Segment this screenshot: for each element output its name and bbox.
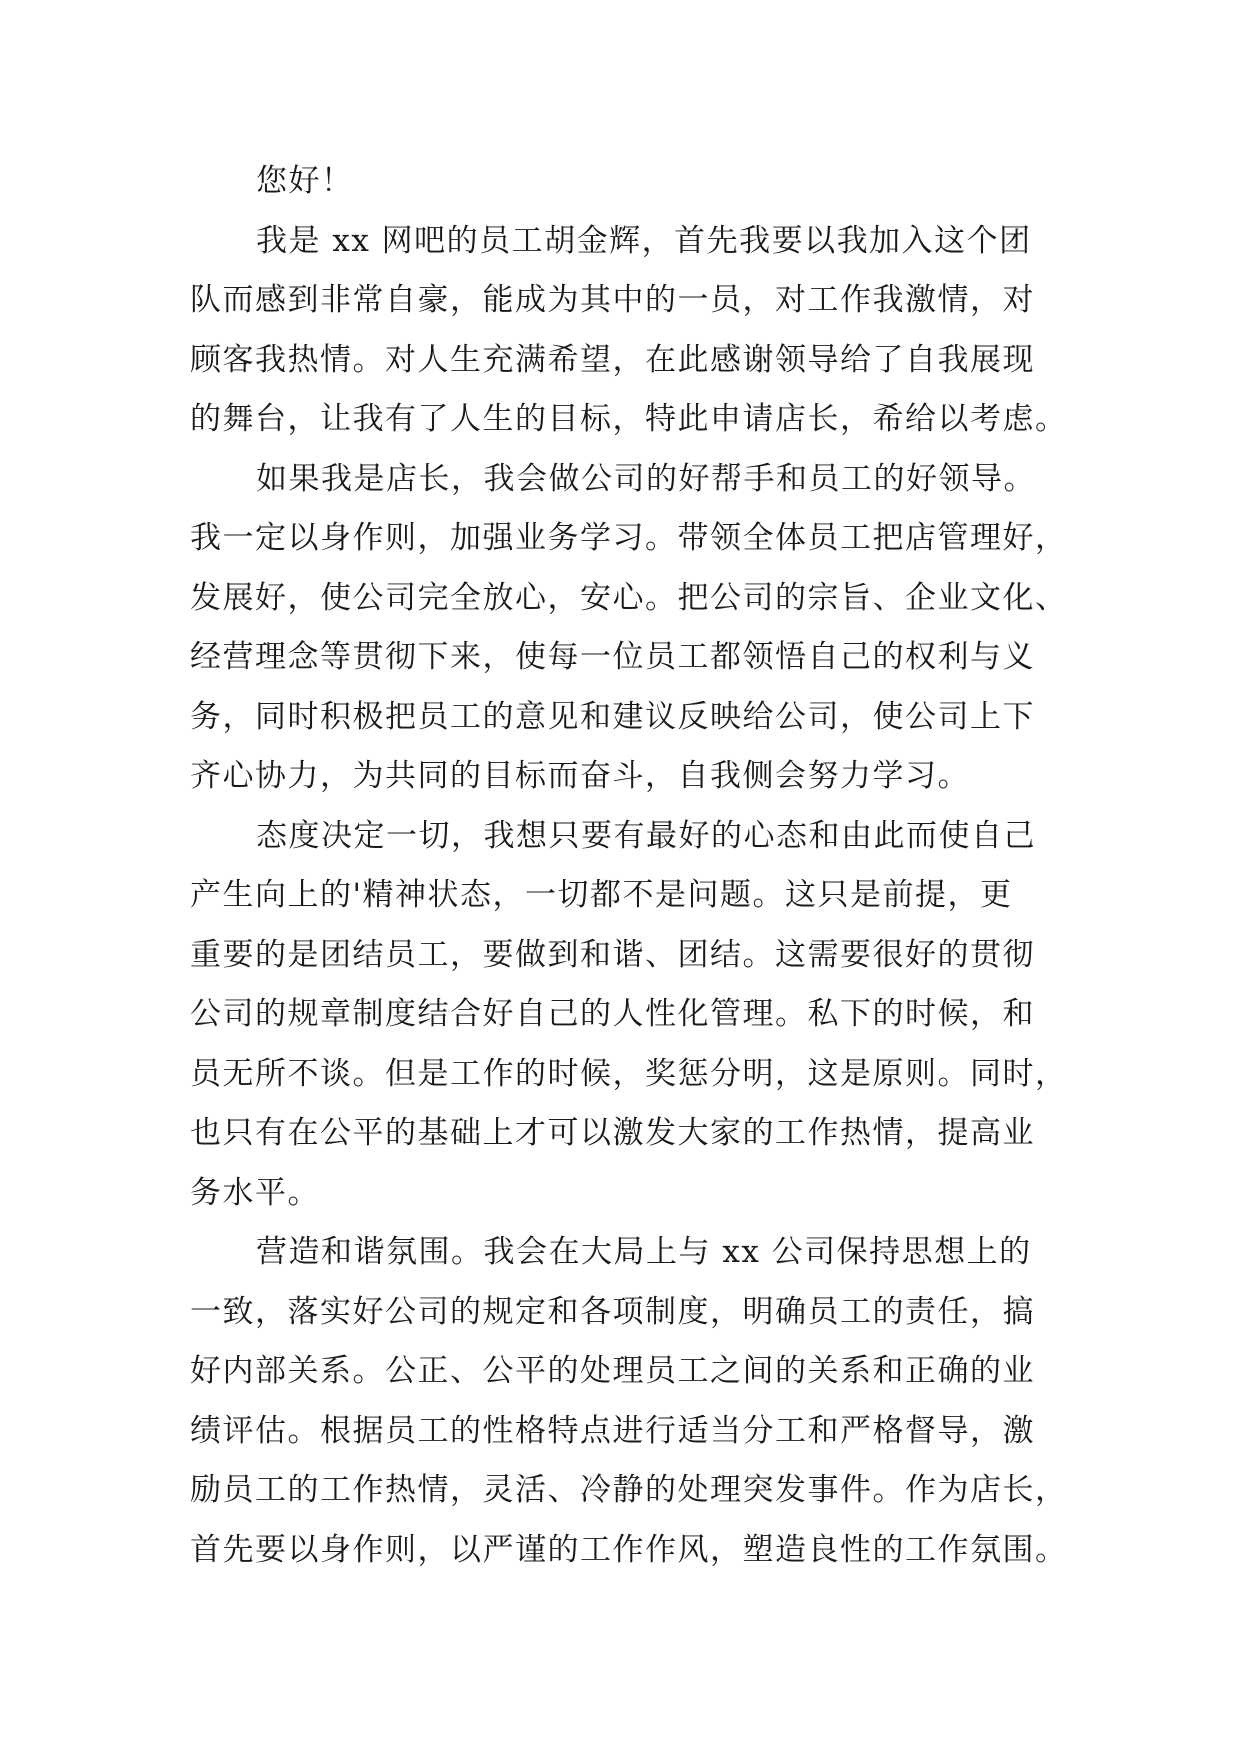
paragraph-line: 重要的是团结员工，要做到和谐、团结。这需要很好的贯彻 (190, 936, 1035, 973)
paragraph-line: 齐心协力，为共同的目标而奋斗，自我侧会努力学习。 (190, 758, 970, 794)
paragraph-line: 务水平。 (190, 1174, 320, 1211)
paragraph-line: 如果我是店长，我会做公司的好帮手和员工的好领导。 (256, 460, 1036, 497)
paragraph-line: 经营理念等贯彻下来，使每一位员工都领悟自己的权利与义 (190, 639, 1035, 675)
paragraph-line: 我是 xx 网吧的员工胡金辉，首先我要以我加入这个团 (256, 222, 1032, 259)
paragraph-line: 产生向上的'精神状态，一切都不是问题。这只是前提，更 (190, 877, 1013, 913)
paragraph-line: 公司的规章制度结合好自己的人性化管理。私下的时候，和 (190, 996, 1035, 1032)
paragraph-line: 顾客我热情。对人生充满希望，在此感谢领导给了自我展现 (190, 341, 1035, 378)
paragraph-line: 我一定以身作则，加强业务学习。带领全体员工把店管理好， (190, 520, 1068, 556)
letter-body (190, 152, 1068, 1580)
paragraph-1 (190, 212, 1068, 450)
paragraph-line: 绩评估。根据员工的性格特点进行适当分工和严格督导，激 (190, 1412, 1035, 1449)
paragraph-line: 一致，落实好公司的规定和各项制度，明确员工的责任，搞 (190, 1293, 1035, 1330)
paragraph-line: 也只有在公平的基础上才可以激发大家的工作热情，提高业 (190, 1115, 1035, 1151)
paragraph-2 (190, 450, 1068, 807)
paragraph-line: 的舞台，让我有了人生的目标，特此申请店长，希给以考虑。 (190, 401, 1068, 437)
paragraph-line: 首先要以身作则，以严谨的工作作风，塑造良性的工作氛围。 (190, 1531, 1068, 1568)
paragraph-line: 励员工的工作热情，灵活、冷静的处理突发事件。作为店长， (190, 1472, 1068, 1508)
paragraph-3 (190, 807, 1068, 1224)
paragraph-line: 队而感到非常自豪，能成为其中的一员，对工作我激情，对 (190, 282, 1035, 318)
paragraph-line: 营造和谐氛围。我会在大局上与 xx 公司保持思想上的 (256, 1234, 1032, 1270)
paragraph-line: 好内部关系。公正、公平的处理员工之间的关系和正确的业 (190, 1353, 1035, 1389)
paragraph-line: 员无所不谈。但是工作的时候，奖惩分明，这是原则。同时， (190, 1055, 1068, 1092)
greeting: 您好！ (256, 163, 354, 199)
paragraph-4 (190, 1223, 1068, 1580)
paragraph-line: 务，同时积极把员工的意见和建议反映给公司，使公司上下 (190, 698, 1035, 735)
paragraph-line: 发展好，使公司完全放心，安心。把公司的宗旨、企业文化、 (190, 579, 1068, 616)
paragraph-line: 态度决定一切，我想只要有最好的心态和由此而使自己 (256, 817, 1036, 854)
